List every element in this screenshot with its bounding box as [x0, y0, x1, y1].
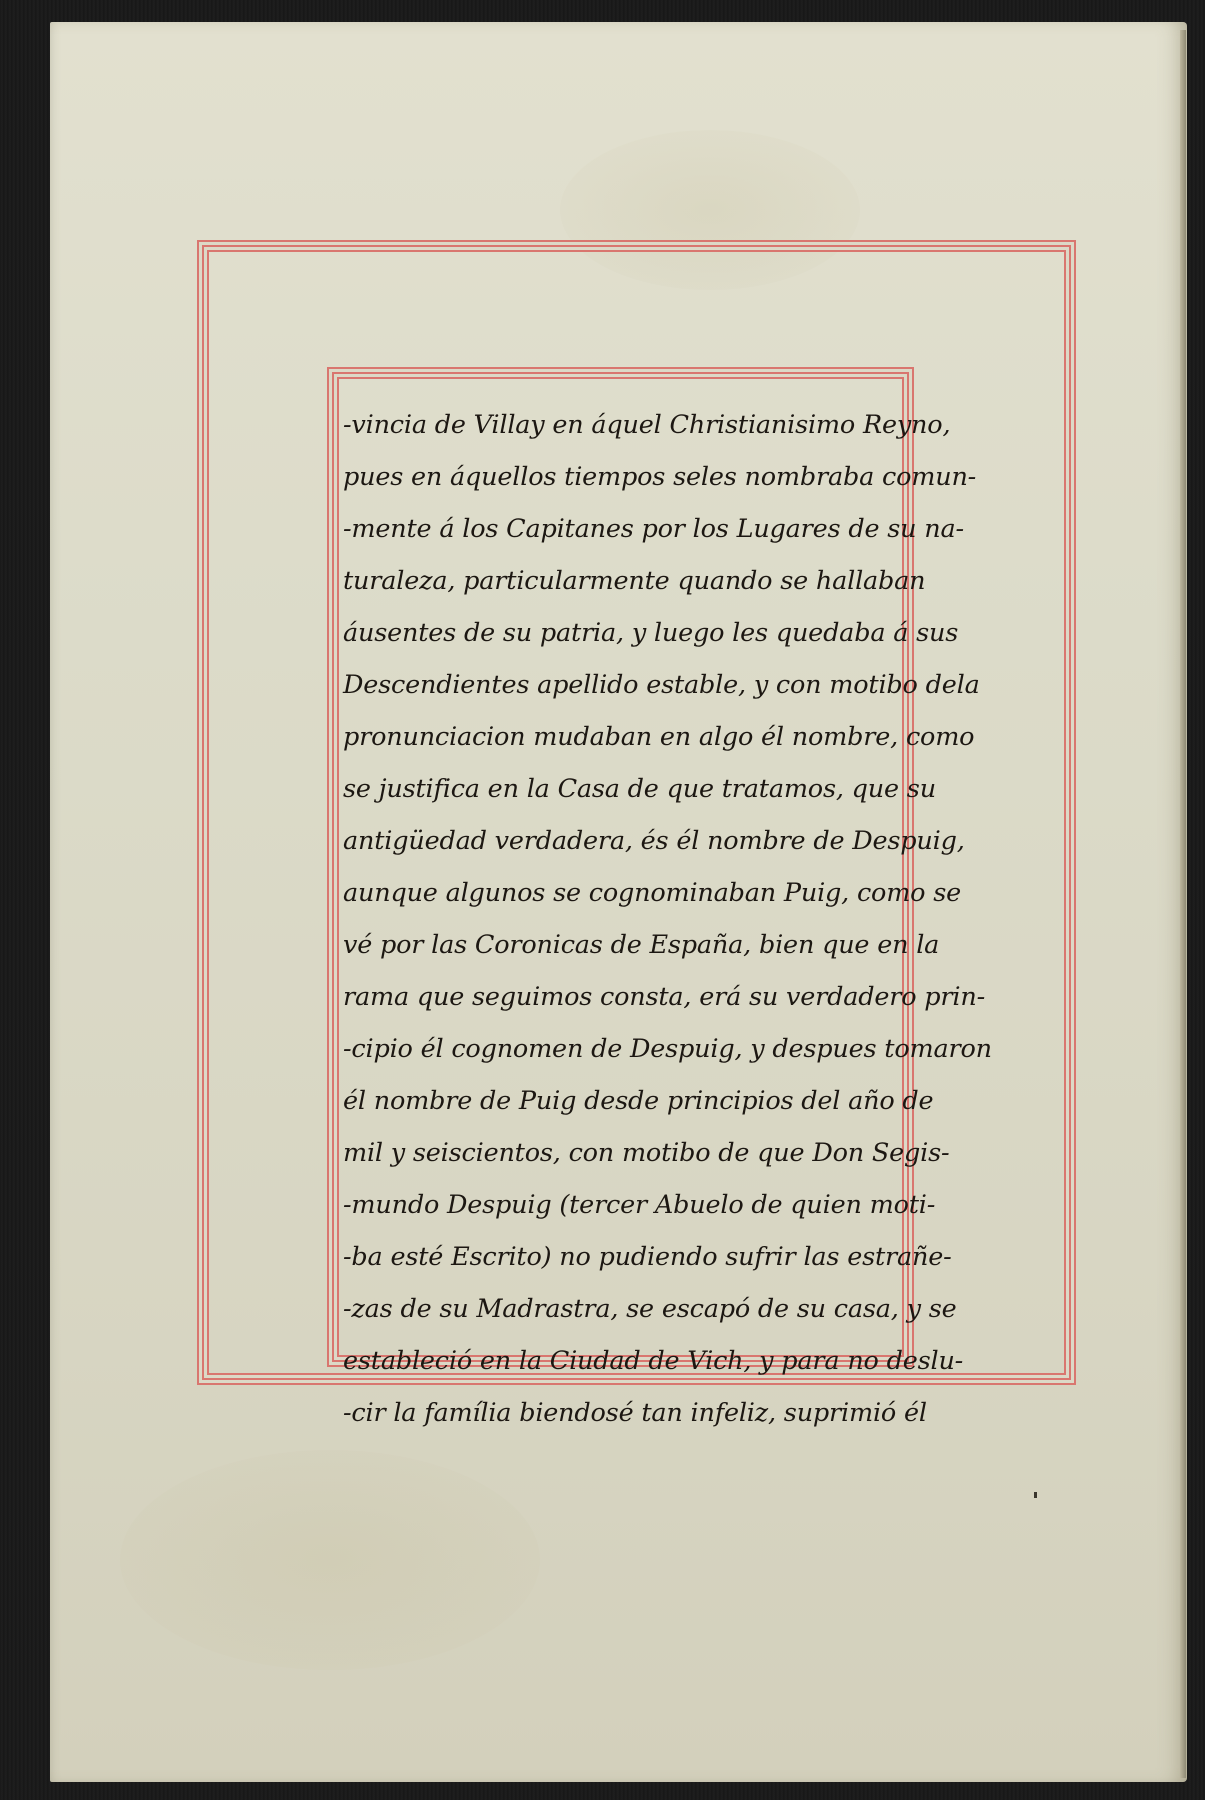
- text-line: mil y seiscientos, con motibo de que Don Segis-: [343, 1138, 950, 1168]
- text-line: -ba esté Escrito) no pudiendo sufrir las estrañe-: [343, 1242, 952, 1272]
- text-line: -vincia de Villay en áquel Christianisimo Reyno,: [343, 410, 951, 440]
- text-line: pues en áquellos tiempos seles nombraba comun-: [343, 462, 977, 492]
- text-line: pronunciacion mudaban en algo él nombre, como: [343, 722, 975, 752]
- text-line: antigüedad verdadera, és él nombre de Despuig,: [343, 826, 965, 856]
- text-line: estableció en la Ciudad de Vich, y para no deslu-: [343, 1346, 964, 1376]
- parchment-stain: [120, 1450, 540, 1670]
- text-line: vé por las Coronicas de España, bien que en la: [343, 930, 940, 960]
- text-line: -cipio él cognomen de Despuig, y despues tomaron: [343, 1034, 992, 1064]
- manuscript-text-block: [343, 399, 992, 1428]
- text-line: -cir la família biendosé tan infeliz, suprimió él: [343, 1398, 927, 1428]
- text-line: turaleza, particularmente quando se hallaban: [343, 566, 926, 596]
- ink-speck: [1034, 1492, 1037, 1498]
- text-line: se justifica en la Casa de que tratamos, que su: [343, 774, 936, 804]
- text-line: aunque algunos se cognominaban Puig, como se: [343, 878, 962, 908]
- text-line: -zas de su Madrastra, se escapó de su casa, y se: [343, 1294, 957, 1324]
- text-line: áusentes de su patria, y luego les quedaba á sus: [343, 618, 959, 648]
- text-line: Descendientes apellido estable, y con motibo dela: [343, 670, 980, 700]
- text-line: -mundo Despuig (tercer Abuelo de quien moti-: [343, 1190, 936, 1220]
- text-line: rama que seguimos consta, erá su verdadero prin-: [343, 982, 986, 1012]
- page-edge: [1180, 30, 1186, 1778]
- text-line: -mente á los Capitanes por los Lugares de su na-: [343, 514, 964, 544]
- text-line: él nombre de Puig desde principios del año de: [343, 1086, 934, 1116]
